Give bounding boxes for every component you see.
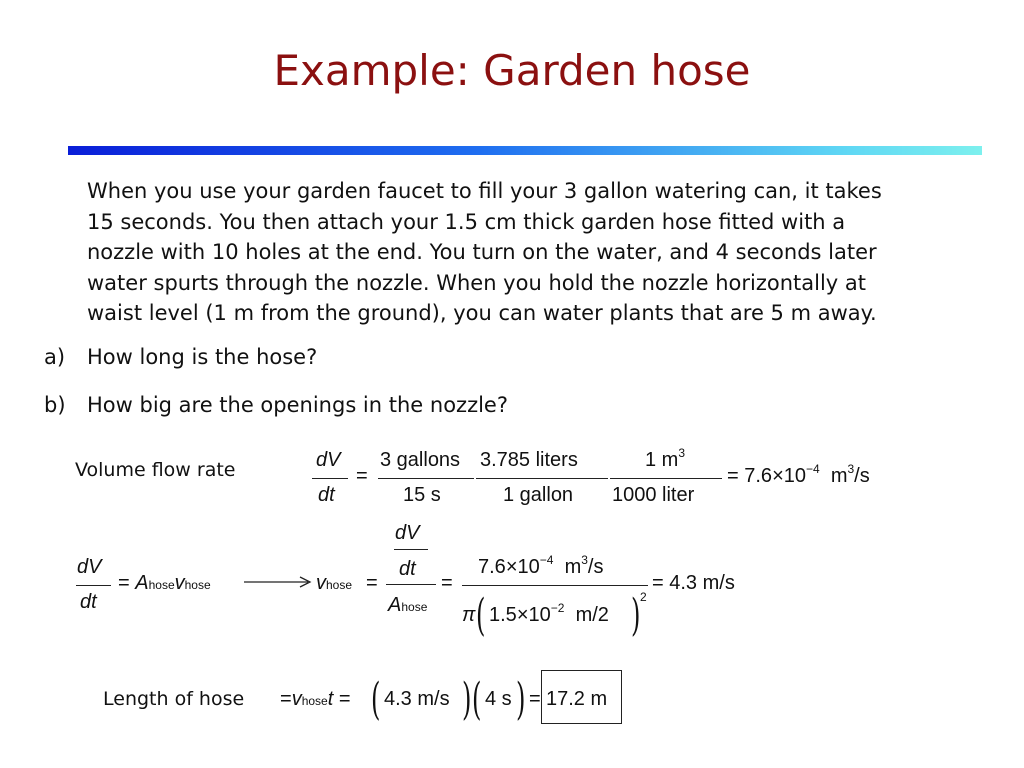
question-b: [44, 393, 508, 417]
eq2-inner-bar: [394, 549, 428, 550]
question-text: How big are the openings in the nozzle?: [87, 393, 508, 417]
equals-sign: =: [366, 572, 378, 594]
eq2-lhs-den: dt: [80, 591, 97, 613]
problem-line: water spurts through the nozzle. When you hold the nozzle horizontally at: [87, 270, 866, 295]
eq1-f3-num: 1 $m^3$: [645, 446, 686, 471]
eq1-label: Volume flow rate: [75, 459, 236, 481]
eq1-f2-num: 3.785 liters: [480, 449, 578, 471]
title-underline-bar: [68, 146, 982, 155]
right-paren: ): [516, 674, 526, 725]
eq1-f1-den: 15 s: [403, 484, 441, 506]
eq2-den-exponent: 2: [640, 590, 647, 604]
eq2-product: = Ahosevhose: [118, 572, 211, 594]
right-paren: ): [462, 674, 472, 725]
eq1-result: = $7.6\times 10^{-4}$ $m^3/s$: [727, 462, 870, 487]
eq2-inner-num: dV: [395, 522, 420, 544]
eq1-f1-bar: [378, 478, 474, 479]
problem-line: waist level (1 m from the ground), you can water plants that are 5 m away.: [87, 301, 877, 325]
eq1-f2-bar: [476, 478, 608, 479]
eq3-label: Length of hose: [103, 688, 245, 710]
eq2-v-lhs: vhose: [316, 572, 353, 594]
question-text: How long is the hose?: [87, 345, 318, 369]
right-paren: ): [631, 590, 641, 641]
equals-sign: =: [356, 465, 368, 487]
eq2-big-bar: [462, 585, 648, 586]
eq1-f2-den: 1 gallon: [503, 484, 574, 506]
eq2-lhs-bar: [76, 585, 111, 586]
eq3-vt: =vhoset =: [280, 688, 351, 710]
eq1-f3-bar: [610, 478, 722, 479]
eq3-result: 17.2 m: [546, 688, 608, 710]
equals-sign: =: [441, 572, 453, 594]
pi-symbol: π: [462, 604, 476, 626]
eq2-big-den: $1.5\times 10^{-2}$ m/2: [489, 601, 609, 626]
implies-arrow-icon: [242, 574, 314, 590]
left-paren: (: [371, 674, 381, 725]
eq2-result: = 4.3 m/s: [652, 572, 735, 594]
eq1-lhs-den: dt: [318, 484, 335, 506]
question-label: b): [44, 393, 66, 417]
problem-line: When you use your garden faucet to fill your 3 gallon watering can, it takes: [87, 179, 882, 203]
eq2-main-bar: [386, 584, 436, 585]
eq1-lhs-bar: [312, 478, 348, 479]
eq3-val1: 4.3 m/s: [384, 688, 450, 710]
left-paren: (: [472, 674, 482, 725]
eq2-a-den: Ahose: [388, 594, 428, 616]
slide-title: Example: Garden hose: [273, 46, 751, 95]
question-label: a): [44, 345, 66, 369]
eq1-f3-den: 1000 liter: [612, 484, 695, 506]
problem-statement: [87, 176, 992, 329]
eq2-inner-den: dt: [399, 558, 416, 580]
eq2-lhs-num: dV: [77, 556, 102, 578]
eq1-lhs-num: dV: [316, 449, 341, 471]
left-paren: (: [476, 590, 486, 641]
question-a: [44, 345, 317, 369]
problem-line: 15 seconds. You then attach your 1.5 cm thick garden hose fitted with a: [87, 209, 846, 234]
problem-line: nozzle with 10 holes at the end. You turn on the water, and 4 seconds later: [87, 240, 877, 264]
equals-sign: =: [529, 688, 541, 710]
eq3-val2: 4 s: [485, 688, 512, 710]
eq1-f1-num: 3 gallons: [380, 449, 461, 471]
eq2-big-num: $7.6\times 10^{-4}$ $m^3/s$: [478, 553, 604, 578]
